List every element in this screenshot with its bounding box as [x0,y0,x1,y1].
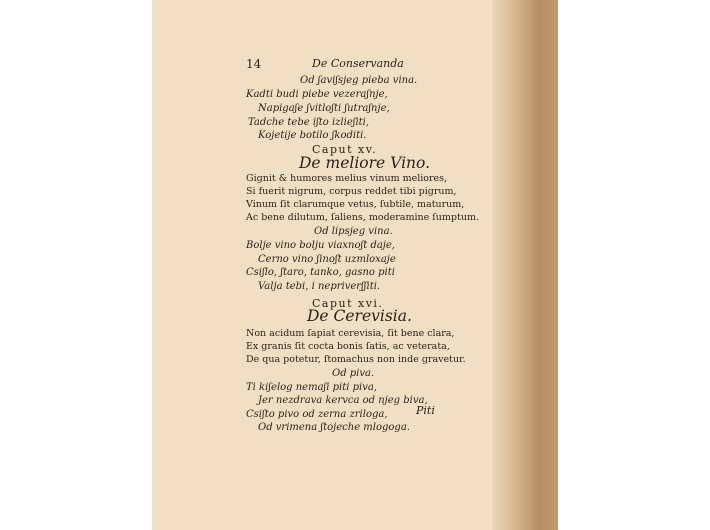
subheading-better-wine: Od lipsjeg vina. [314,226,393,237]
verse-line: Ti kiʃelog nemaʃi piti piva, [246,382,378,393]
chapter-heading-xv: Caput xv. [312,143,378,156]
verse-line: Napigaʃe ʃvitloʃti ʃutraʃnje, [258,103,390,114]
verse-line: Od vrimena ʃtojeche mlogoga. [258,422,410,433]
verse-line: Valja tebi, i nepriverʃʃiti. [258,281,381,292]
latin-verse-line: Gignit & humores melius vinum meliores, [246,173,448,184]
latin-verse-line: Vinum ſit clarumque vetus, ſubtile, maturum, [246,199,465,210]
chapter-title-vino: De meliore Vino. [299,154,431,172]
subheading-beer: Od piva. [332,368,375,379]
book-gutter [492,0,558,530]
verse-line: Tadche tebe iʃto izlieʃiti, [248,117,370,128]
latin-verse-line: Non acidum ſapiat cerevisia, ſit bene clara, [246,328,455,339]
chapter-title-cerevisia: De Cerevisia. [307,307,412,325]
verse-line: Cerno vino ʃinoʃt uzmloxaje [258,254,396,265]
verse-line: Kojetije botilo ʃkoditi. [258,130,367,141]
verse-line: Kadti budi piebe vezeraʃnje, [246,89,388,100]
verse-line: Csiʃlo, ʃtaro, tanko, gasno piti [246,267,395,278]
latin-verse-line: Ac bene dilutum, ſaliens, moderamine ſumptum. [246,212,479,223]
page-number: 14 [246,57,262,71]
latin-verse-line: Si fuerit nigrum, corpus reddet tibi pigrum, [246,186,457,197]
chapter-heading-xvi: Caput xvi. [312,297,384,310]
running-title: De Conservanda [312,57,404,70]
verse-line: Jer nezdrava kervca od njeg biva, [258,395,428,406]
verse-line: Bolje vino bolju viaxnoʃt daje, [246,240,395,251]
latin-verse-line: De qua potetur, ſtomachus non inde gravetur. [246,354,466,365]
catchword: Piti [416,404,435,417]
latin-verse-line: Ex granis ſit cocta bonis ſatis, ac veterata, [246,341,450,352]
subheading-wine: Od ʃaviʃsjeg pieba vina. [300,75,418,86]
verse-line: Csiʃto pivo od zerna zriloga, [246,409,388,420]
